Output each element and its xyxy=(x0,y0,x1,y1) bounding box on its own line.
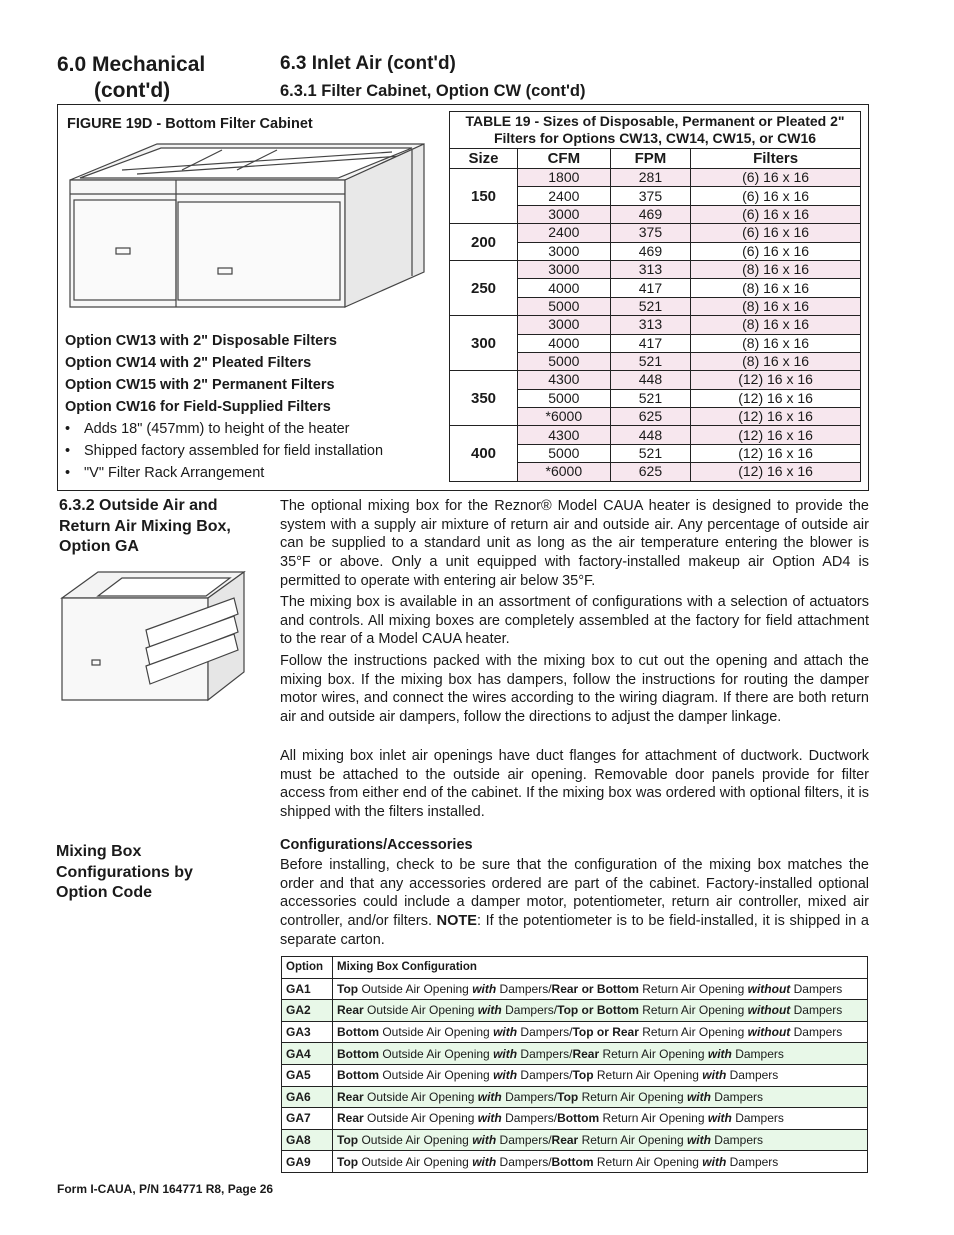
fpm-cell: 469 xyxy=(610,205,691,223)
bullet-text: Adds 18" (457mm) to height of the heater xyxy=(84,421,350,437)
phrase-text: Return Air Opening xyxy=(638,1025,748,1040)
damper-qualifier: with xyxy=(707,1111,732,1126)
damper-qualifier: with xyxy=(477,1111,502,1126)
fpm-cell: 469 xyxy=(610,242,691,260)
phrase-text: Dampers xyxy=(710,1133,763,1148)
option-code-cell: GA5 xyxy=(282,1064,333,1086)
col-header-size: Size xyxy=(450,149,518,169)
configuration-cell xyxy=(333,978,868,1000)
phrase-text: Return Air Opening xyxy=(578,1133,687,1148)
outside-air-location: Top xyxy=(337,1154,359,1169)
cfm-cell: 4000 xyxy=(518,334,611,352)
option-code-cell: GA1 xyxy=(282,978,333,1000)
phrase-text: Return Air Opening xyxy=(599,1111,708,1126)
cfm-cell: 3000 xyxy=(518,242,611,260)
cfm-cell: 4000 xyxy=(518,279,611,297)
filters-cell: (6) 16 x 16 xyxy=(691,224,861,242)
bullet-text: "V" Filter Rack Arrangement xyxy=(84,465,265,481)
damper-qualifier: without xyxy=(747,1003,791,1018)
filters-cell: (12) 16 x 16 xyxy=(691,444,861,462)
configurations-paragraph xyxy=(280,856,869,950)
phrase-text: Dampers xyxy=(710,1089,763,1104)
cfm-cell: *6000 xyxy=(518,408,611,426)
configuration-cell xyxy=(333,1086,868,1108)
mixing-paragraph-1: The optional mixing box for the Reznor® Model CAUA heater is designed to provide the system with a supply air mixture of return air and outside air. Any percentage of outside air can be supplied to a standard unit as long as the air temperature entering the blower is 35°F or above. Only a unit equipped with factory-installed makeup air Option AD4 is permitted to operate with entering air below 35°F. xyxy=(280,498,869,589)
damper-qualifier: with xyxy=(493,1046,518,1061)
subsection-title: 6.3 Inlet Air (cont'd) xyxy=(280,53,456,74)
option-cw15-label: Option CW15 with 2" Permanent Filters xyxy=(65,377,335,393)
phrase-text: Return Air Opening xyxy=(638,981,748,996)
mixing-box-config-table xyxy=(281,956,868,1173)
mixing-paragraph-2: The mixing box is available in an assortment of configurations with a selection of actuators and controls. All mixing boxes are completely assembled at the factory for field attachment to the rear of a Model CAUA heater. xyxy=(280,594,869,648)
page-footer: Form I-CAUA, P/N 164771 R8, Page 26 xyxy=(57,1182,274,1196)
filters-cell: (8) 16 x 16 xyxy=(691,352,861,370)
damper-qualifier: without xyxy=(747,1025,791,1040)
mixing-paragraph-3: Follow the instructions packed with the mixing box to cut out the opening and attach the mixing box. If the mixing box has dampers, follow the instructions for routing the damper motor wires, and connect the wires according to the wiring diagram. If there are both return air and outside air dampers, follow the directions to adjust the damper linkage. xyxy=(280,653,869,726)
mixing-box-side-heading xyxy=(59,496,249,558)
phrase-text: Outside Air Opening xyxy=(358,1133,473,1148)
filters-cell: (6) 16 x 16 xyxy=(691,187,861,205)
filters-cell: (6) 16 x 16 xyxy=(691,205,861,223)
table-row xyxy=(450,260,861,278)
return-air-location: Top or Rear xyxy=(572,1025,639,1040)
list-item xyxy=(65,462,383,484)
table-row xyxy=(450,169,861,187)
fpm-cell: 417 xyxy=(610,279,691,297)
figure-option-list xyxy=(65,330,337,418)
damper-qualifier: with xyxy=(472,981,497,996)
fpm-cell: 625 xyxy=(610,408,691,426)
phrase-text: Outside Air Opening xyxy=(363,1111,478,1126)
phrase-text: Dampers xyxy=(731,1111,784,1126)
size-cell: 400 xyxy=(450,426,518,481)
cfm-cell: 2400 xyxy=(518,224,611,242)
filters-cell: (12) 16 x 16 xyxy=(691,389,861,407)
table-row xyxy=(282,1086,868,1108)
filters-cell: (12) 16 x 16 xyxy=(691,408,861,426)
filters-cell: (8) 16 x 16 xyxy=(691,334,861,352)
option-code-cell: GA6 xyxy=(282,1086,333,1108)
table-row xyxy=(450,426,861,444)
return-air-location: Top xyxy=(572,1068,594,1083)
cfm-cell: 3000 xyxy=(518,260,611,278)
phrase-text: Dampers/ xyxy=(517,1025,573,1040)
filters-cell: (8) 16 x 16 xyxy=(691,297,861,315)
return-air-location: Rear or Bottom xyxy=(551,981,639,996)
phrase-text: Return Air Opening xyxy=(578,1089,687,1104)
damper-qualifier: with xyxy=(472,1154,497,1169)
cfm-cell: 4300 xyxy=(518,371,611,389)
note-text: : If the potentiometer is to be field-installed, it is shipped in a separate carton. xyxy=(280,913,869,948)
outside-air-location: Rear xyxy=(337,1089,364,1104)
fpm-cell: 375 xyxy=(610,224,691,242)
filters-cell: (12) 16 x 16 xyxy=(691,426,861,444)
figure-bullet-list xyxy=(65,418,383,484)
filters-cell: (8) 16 x 16 xyxy=(691,316,861,334)
phrase-text: Dampers/ xyxy=(496,1154,552,1169)
configuration-cell xyxy=(333,1108,868,1130)
phrase-text: Outside Air Opening xyxy=(379,1068,494,1083)
damper-qualifier: with xyxy=(477,1089,502,1104)
fpm-cell: 521 xyxy=(610,444,691,462)
section-title-line2: (cont'd) xyxy=(94,79,171,102)
cfm-cell: 5000 xyxy=(518,444,611,462)
fpm-cell: 521 xyxy=(610,352,691,370)
outside-air-location: Rear xyxy=(337,1003,364,1018)
phrase-text: Return Air Opening xyxy=(593,1068,703,1083)
fpm-cell: 625 xyxy=(610,463,691,481)
list-item xyxy=(65,418,383,440)
table-row xyxy=(282,1064,868,1086)
table-row xyxy=(450,224,861,242)
filters-cell: (6) 16 x 16 xyxy=(691,169,861,187)
figure-title: FIGURE 19D - Bottom Filter Cabinet xyxy=(67,116,313,132)
fpm-cell: 521 xyxy=(610,297,691,315)
bullet-icon: • xyxy=(65,443,71,459)
phrase-text: Outside Air Opening xyxy=(379,1025,494,1040)
list-item xyxy=(65,440,383,462)
phrase-text: Dampers/ xyxy=(496,981,552,996)
col-header-filters: Filters xyxy=(691,149,861,169)
phrase-text: Outside Air Opening xyxy=(358,1154,473,1169)
damper-qualifier: with xyxy=(702,1068,727,1083)
fpm-cell: 521 xyxy=(610,389,691,407)
phrase-text: Dampers/ xyxy=(517,1068,573,1083)
cfm-cell: 5000 xyxy=(518,389,611,407)
configurations-heading-text: Mixing Box Configurations by Option Code xyxy=(56,843,193,901)
phrase-text: Dampers xyxy=(726,1068,779,1083)
option-cw16-label: Option CW16 for Field-Supplied Filters xyxy=(65,399,331,415)
size-cell: 250 xyxy=(450,260,518,315)
table-row xyxy=(282,1043,868,1065)
section-title-line1: 6.0 Mechanical xyxy=(57,53,206,76)
damper-qualifier: with xyxy=(477,1003,502,1018)
outside-air-location: Bottom xyxy=(337,1068,379,1083)
bullet-icon: • xyxy=(65,421,71,437)
table-row xyxy=(450,316,861,334)
option-code-cell: GA3 xyxy=(282,1021,333,1043)
configuration-cell xyxy=(333,1129,868,1151)
damper-qualifier: with xyxy=(686,1089,711,1104)
configuration-cell xyxy=(333,1151,868,1173)
note-label: NOTE xyxy=(436,913,477,930)
col-header-option: Option xyxy=(282,957,333,979)
table-row xyxy=(282,1151,868,1173)
table-row xyxy=(282,1129,868,1151)
subsubsection-title: 6.3.1 Filter Cabinet, Option CW (cont'd) xyxy=(280,82,586,100)
outside-air-location: Top xyxy=(337,981,359,996)
damper-qualifier: with xyxy=(702,1154,727,1169)
cfm-cell: 1800 xyxy=(518,169,611,187)
fpm-cell: 281 xyxy=(610,169,691,187)
outside-air-location: Top xyxy=(337,1133,359,1148)
damper-qualifier: without xyxy=(747,981,791,996)
table-19-caption: TABLE 19 - Sizes of Disposable, Permanent or Pleated 2" Filters for Options CW13, CW14, CW15, or CW16 xyxy=(450,112,861,149)
option-code-cell: GA7 xyxy=(282,1108,333,1130)
cfm-cell: *6000 xyxy=(518,463,611,481)
phrase-text: Dampers/ xyxy=(501,1003,558,1018)
filters-cell: (12) 16 x 16 xyxy=(691,463,861,481)
cfm-cell: 5000 xyxy=(518,297,611,315)
filters-cell: (8) 16 x 16 xyxy=(691,279,861,297)
phrase-text: Outside Air Opening xyxy=(363,1089,478,1104)
phrase-text: Dampers/ xyxy=(496,1133,552,1148)
phrase-text: Dampers xyxy=(790,981,843,996)
cfm-cell: 2400 xyxy=(518,187,611,205)
phrase-text: Dampers/ xyxy=(501,1111,558,1126)
table-19-filter-sizes xyxy=(449,111,861,482)
option-cw14-label: Option CW14 with 2" Pleated Filters xyxy=(65,355,312,371)
damper-qualifier: with xyxy=(493,1025,518,1040)
option-code-cell: GA2 xyxy=(282,1000,333,1022)
damper-qualifier: with xyxy=(493,1068,518,1083)
return-air-location: Bottom xyxy=(557,1111,600,1126)
mixing-box-heading-text: 6.3.2 Outside Air and Return Air Mixing Box, Option GA xyxy=(59,497,231,555)
configuration-cell xyxy=(333,1021,868,1043)
option-code-cell: GA9 xyxy=(282,1151,333,1173)
phrase-text: Dampers xyxy=(790,1003,843,1018)
option-cw13-label: Option CW13 with 2" Disposable Filters xyxy=(65,333,337,349)
fpm-cell: 417 xyxy=(610,334,691,352)
return-air-location: Bottom xyxy=(551,1154,594,1169)
cfm-cell: 5000 xyxy=(518,352,611,370)
return-air-location: Rear xyxy=(551,1133,579,1148)
table-row xyxy=(282,978,868,1000)
damper-qualifier: with xyxy=(707,1046,732,1061)
size-cell: 300 xyxy=(450,316,518,371)
fpm-cell: 375 xyxy=(610,187,691,205)
option-code-cell: GA4 xyxy=(282,1043,333,1065)
phrase-text: Return Air Opening xyxy=(599,1046,708,1061)
configuration-cell xyxy=(333,1000,868,1022)
damper-qualifier: with xyxy=(686,1133,711,1148)
outside-air-location: Bottom xyxy=(337,1046,379,1061)
size-cell: 200 xyxy=(450,224,518,261)
option-code-cell: GA8 xyxy=(282,1129,333,1151)
configuration-cell xyxy=(333,1043,868,1065)
table-row xyxy=(282,1000,868,1022)
filters-cell: (12) 16 x 16 xyxy=(691,371,861,389)
filters-cell: (8) 16 x 16 xyxy=(691,260,861,278)
outside-air-location: Bottom xyxy=(337,1025,379,1040)
col-header-configuration: Mixing Box Configuration xyxy=(333,957,868,979)
mixing-paragraph-4: All mixing box inlet air openings have duct flanges for attachment of ductwork. Ductwork must be attached to the outside air opening. Removable door panels provide for filter access from either end of the cabinet. If the mixing box was ordered with optional filters, it is shipped with the filters installed. xyxy=(280,748,869,821)
phrase-text: Dampers/ xyxy=(517,1046,573,1061)
outside-air-location: Rear xyxy=(337,1111,364,1126)
bottom-filter-cabinet-drawing xyxy=(62,140,444,320)
phrase-text: Outside Air Opening xyxy=(363,1003,478,1018)
phrase-text: Dampers xyxy=(731,1046,784,1061)
col-header-cfm: CFM xyxy=(518,149,611,169)
damper-qualifier: with xyxy=(472,1133,497,1148)
return-air-location: Rear xyxy=(572,1046,600,1061)
fpm-cell: 313 xyxy=(610,260,691,278)
cfm-cell: 3000 xyxy=(518,205,611,223)
fpm-cell: 448 xyxy=(610,426,691,444)
configurations-heading: Configurations/Accessories xyxy=(280,837,473,853)
table-row xyxy=(282,1108,868,1130)
phrase-text: Outside Air Opening xyxy=(379,1046,494,1061)
section-title xyxy=(57,52,205,104)
phrase-text: Dampers/ xyxy=(501,1089,558,1104)
size-cell: 150 xyxy=(450,169,518,224)
configurations-text: Before installing, check to be sure that the configuration of the mixing box matches the order and that any accessories ordered are part of the cabinet. Factory-installed optional accessories could include a damper motor, potentiometer, return air controller, mixed air controller, and/or filters. xyxy=(280,857,869,930)
filters-cell: (6) 16 x 16 xyxy=(691,242,861,260)
mixing-box-drawing xyxy=(58,568,248,704)
phrase-text: Dampers xyxy=(790,1025,843,1040)
configurations-side-heading xyxy=(56,842,196,904)
fpm-cell: 313 xyxy=(610,316,691,334)
cfm-cell: 3000 xyxy=(518,316,611,334)
phrase-text: Return Air Opening xyxy=(593,1154,703,1169)
phrase-text: Dampers xyxy=(726,1154,779,1169)
cfm-cell: 4300 xyxy=(518,426,611,444)
table-row xyxy=(450,371,861,389)
bullet-icon: • xyxy=(65,465,71,481)
table-row xyxy=(282,1021,868,1043)
size-cell: 350 xyxy=(450,371,518,426)
bullet-text: Shipped factory assembled for field installation xyxy=(84,443,384,459)
col-header-fpm: FPM xyxy=(610,149,691,169)
return-air-location: Top or Bottom xyxy=(557,1003,639,1018)
return-air-location: Top xyxy=(557,1089,579,1104)
fpm-cell: 448 xyxy=(610,371,691,389)
configuration-cell xyxy=(333,1064,868,1086)
phrase-text: Return Air Opening xyxy=(638,1003,748,1018)
phrase-text: Outside Air Opening xyxy=(358,981,473,996)
